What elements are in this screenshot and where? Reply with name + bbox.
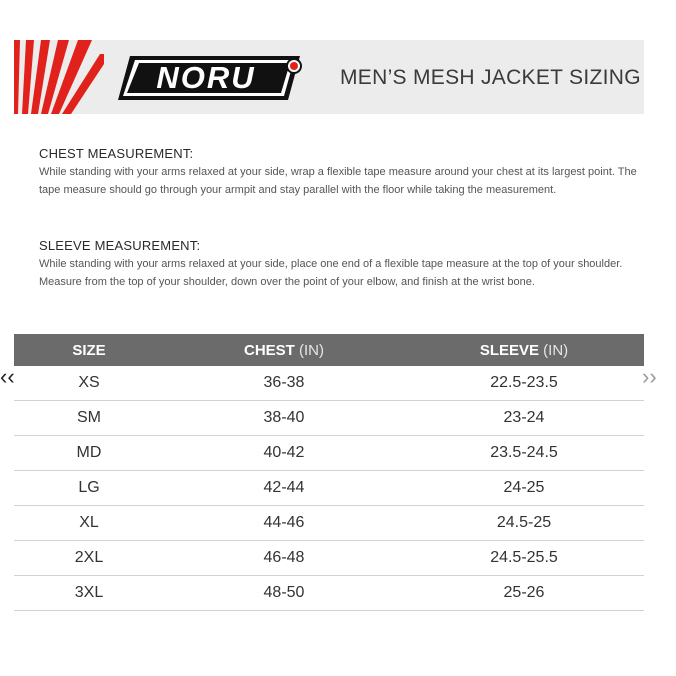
table-row [14, 471, 644, 506]
column-header-chest [164, 334, 404, 366]
sleeve-instructions: While standing with your arms relaxed at your side, place one end of a flexible tape measure at the top of your shoulder. Measure from the top of your shoulder, down over the point of your elbow, and finish at the wrist bone. [39, 258, 623, 288]
sleeve-cell: 25-26 [404, 576, 644, 611]
column-header-sleeve [404, 334, 644, 366]
table-row [14, 541, 644, 576]
chevron-right-icon[interactable]: ›› [642, 364, 657, 389]
noru-logo [116, 54, 306, 102]
chest-cell: 46-48 [164, 541, 404, 576]
chest-cell: 38-40 [164, 401, 404, 436]
chest-cell: 44-46 [164, 506, 404, 541]
sleeve-cell: 24-25 [404, 471, 644, 506]
size-cell: LG [14, 471, 164, 506]
chest-heading: CHEST MEASUREMENT: [39, 146, 194, 161]
chest-cell: 42-44 [164, 471, 404, 506]
logo-wordmark: NORU [156, 60, 256, 95]
chest-instructions: While standing with your arms relaxed at your side, wrap a flexible tape measure around your chest at its largest point. The tape measure should go through your armpit and stay parallel with the floor while taking the measurement. [39, 166, 637, 196]
size-cell: 3XL [14, 576, 164, 611]
column-label: SIZE [72, 341, 106, 359]
sleeve-cell: 24.5-25.5 [404, 541, 644, 576]
sleeve-cell: 23.5-24.5 [404, 436, 644, 471]
column-header-size [14, 334, 164, 366]
sleeve-cell: 24.5-25 [404, 506, 644, 541]
chest-cell: 36-38 [164, 366, 404, 401]
header-banner [14, 40, 644, 114]
chest-measurement-section [39, 146, 639, 199]
column-unit: (IN) [543, 341, 569, 359]
table-row [14, 366, 644, 401]
size-cell: MD [14, 436, 164, 471]
size-cell: 2XL [14, 541, 164, 576]
sleeve-heading: SLEEVE MEASUREMENT: [39, 238, 201, 253]
column-label: CHEST [243, 341, 295, 359]
size-chart-table [14, 334, 644, 611]
sleeve-measurement-section [39, 238, 639, 291]
column-label: SLEEVE [479, 341, 539, 359]
sunburst-rays-graphic [14, 40, 104, 114]
chevron-left-icon[interactable]: ‹‹ [0, 364, 15, 389]
size-cell: SM [14, 401, 164, 436]
size-cell: XS [14, 366, 164, 401]
table-row [14, 436, 644, 471]
chest-cell: 40-42 [164, 436, 404, 471]
table-row [14, 576, 644, 611]
column-unit: (IN) [299, 341, 324, 359]
sleeve-cell: 23-24 [404, 401, 644, 436]
chest-cell: 48-50 [164, 576, 404, 611]
sleeve-cell: 22.5-23.5 [404, 366, 644, 401]
table-row [14, 401, 644, 436]
size-cell: XL [14, 506, 164, 541]
table-row [14, 506, 644, 541]
page-title: MEN’S MESH JACKET SIZING [340, 66, 641, 89]
table-header-row [14, 334, 644, 366]
